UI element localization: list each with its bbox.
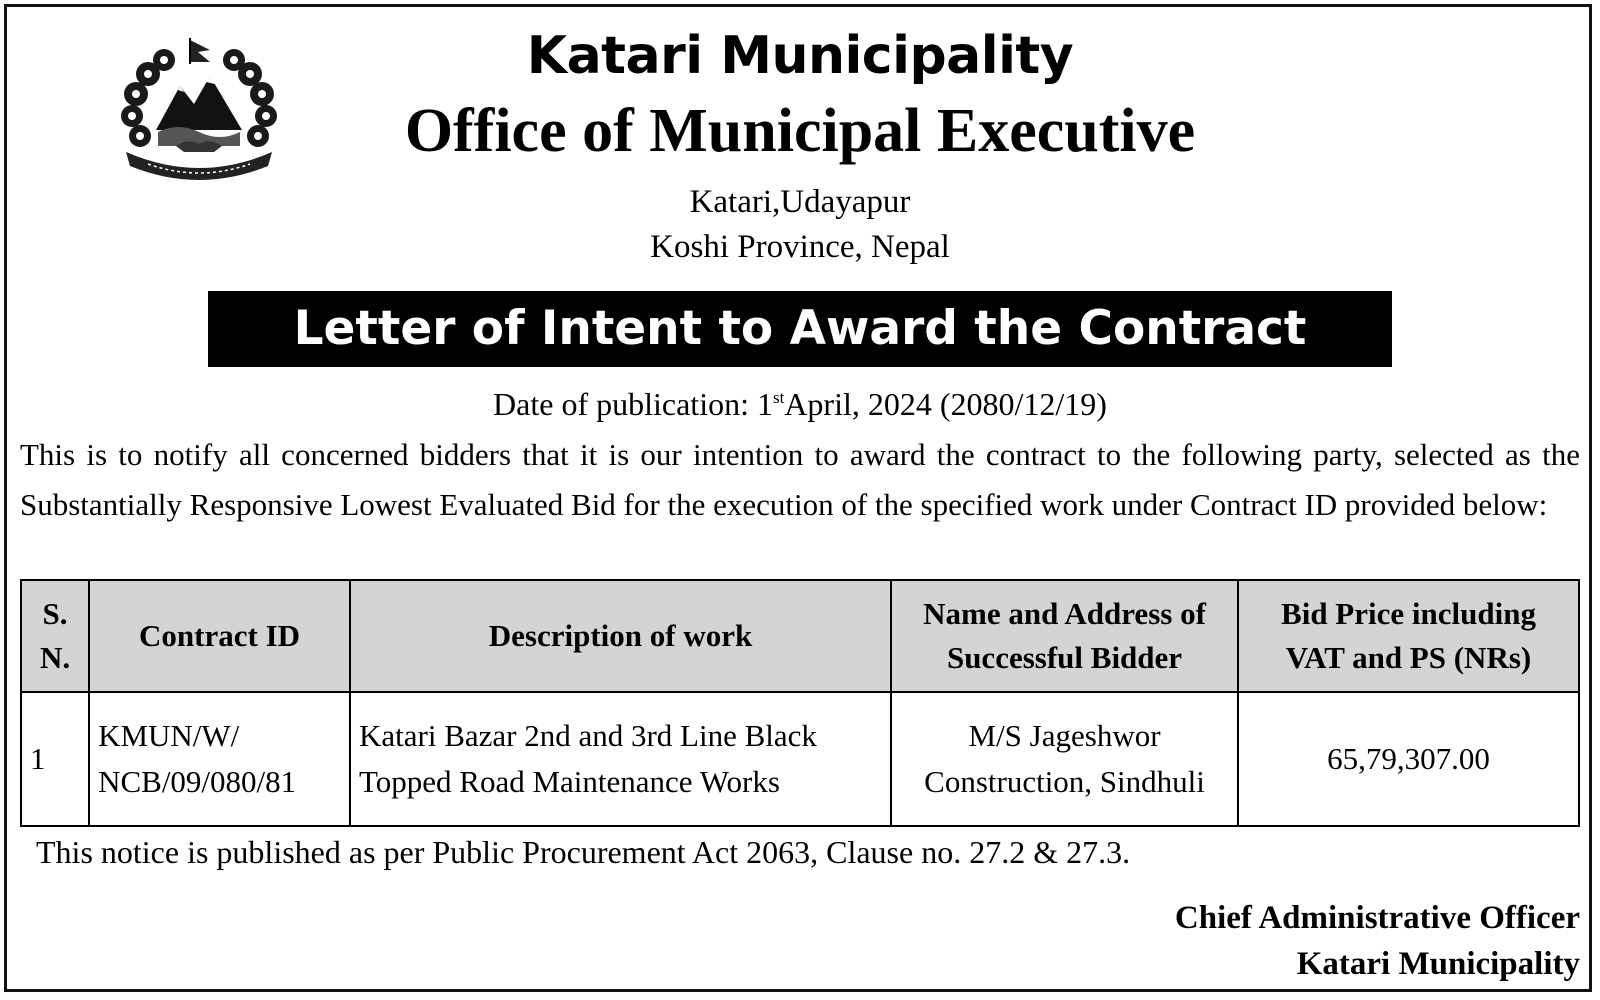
header-contract-id: Contract ID	[89, 580, 350, 692]
cell-bid-price: 65,79,307.00	[1238, 692, 1579, 826]
header-bidder: Name and Address of Successful Bidder	[891, 580, 1238, 692]
header-sn: S. N.	[21, 580, 89, 692]
publication-date-rest: April, 2024 (2080/12/19)	[784, 386, 1107, 422]
table-row	[21, 692, 1579, 826]
publication-date-day: 1	[756, 386, 773, 422]
publication-date	[0, 386, 1600, 423]
cell-sn: 1	[21, 692, 89, 826]
legal-note: This notice is published as per Public Procurement Act 2063, Clause no. 27.2 & 27.3.	[36, 834, 1131, 870]
notice-title-banner: Letter of Intent to Award the Contract	[208, 291, 1392, 367]
notice-body: This is to notify all concerned bidders that it is our intention to award the contract to the following party, selected as the Substantially Responsive Lowest Evaluated Bid for the execution of the specified work under Contract ID provided below:	[20, 437, 1580, 522]
award-table	[20, 579, 1580, 827]
signatory-title: Chief Administrative Officer	[1174, 900, 1580, 936]
publication-date-suffix: st	[772, 388, 785, 407]
cell-description: Katari Bazar 2nd and 3rd Line Black Topped Road Maintenance Works	[350, 692, 891, 826]
signatory-org: Katari Municipality	[1296, 946, 1580, 982]
office-name: Office of Municipal Executive	[404, 97, 1196, 165]
header-description: Description of work	[350, 580, 891, 692]
organization-name: Katari Municipality	[526, 26, 1074, 86]
address-line-2: Koshi Province, Nepal	[650, 229, 950, 265]
address-line-1: Katari,Udayapur	[689, 184, 911, 220]
publication-date-label: Date of publication:	[493, 386, 757, 422]
cell-bidder: M/S Jageshwor Construction, Sindhuli	[891, 692, 1238, 826]
cell-contract-id: KMUN/W/ NCB/09/080/81	[89, 692, 350, 826]
header-bid-price: Bid Price including VAT and PS (NRs)	[1238, 580, 1579, 692]
table-header-row	[21, 580, 1579, 692]
